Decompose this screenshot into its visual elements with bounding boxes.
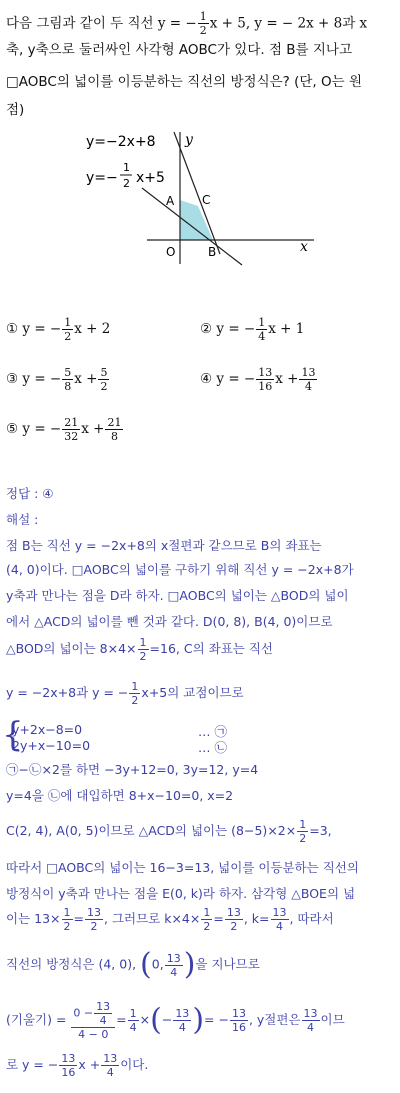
question-line-3: □AOBC의 넓이를 이등분하는 직선의 방정식은? (단, O는 원 [6,74,362,90]
solution-text: 0, [151,956,164,972]
numerator: 13 [96,1000,111,1013]
solution-line-2: (4, 0)이다. □AOBC의 넓이를 구하기 위해 직선 y = −2x+8가 [6,562,354,577]
fraction [225,906,243,933]
solution-text: 이는 13× [6,911,61,926]
solution-line-7: ㉠−㉡×2를 하면 −3y+12=0, 3y=12, y=4 [6,762,259,777]
close-paren: ) [183,947,196,982]
fraction [62,366,73,393]
choice-text: x + 1 [268,321,305,337]
solution-text: 을 지나므로 [195,956,260,972]
denominator: 4 [165,965,183,979]
numerator: 1 [64,316,72,329]
close-paren: ) [192,1002,205,1038]
solution-line-12 [6,906,334,933]
denominator: 2 [225,919,243,933]
numerator: 1 [203,906,211,919]
label-eq-mid-b: x+5 [136,170,165,186]
point-a-label: A [166,194,175,208]
numerator: 1 [129,1007,137,1020]
denominator: 2 [139,650,147,663]
system-eq-2: 2y+x−10=0 [12,738,91,753]
numerator: 21 [64,416,79,429]
fraction [230,1007,248,1034]
explanation-label: 해설 : [6,512,39,527]
answer-label: 정답 : ④ [6,486,54,501]
numerator: 1 [131,680,139,693]
x-axis-label: x [300,239,308,255]
solution-line-5 [6,636,273,663]
solution-text: × [139,1012,151,1027]
choice-text: y = − [216,371,256,387]
fraction [105,416,123,443]
solution-text: = [213,911,224,926]
solution-text: 직선의 방정식은 (4, 0), [6,956,137,972]
denominator: 2 [299,832,307,845]
compound-denominator: 4 − 0 [71,1027,115,1041]
denominator: 2 [199,24,207,37]
fraction [98,366,109,393]
fraction [128,1007,139,1034]
denominator: 16 [61,1066,76,1079]
numerator: 21 [107,416,122,429]
numerator: 13 [175,1007,190,1020]
choice-mark: ① [6,321,19,337]
solution-text: =3, [309,823,332,838]
fraction [299,366,317,393]
fraction [297,818,308,845]
fraction [271,906,289,933]
choice-text: y = − [22,421,62,437]
solution-text: (기울기) = [6,1012,67,1027]
graph-svg [82,126,322,266]
label-eq-mid-den: 2 [123,177,130,190]
compound-numerator [71,1000,115,1027]
fraction [256,316,267,343]
numerator: 1 [299,818,307,831]
choice-text: y = − [22,371,62,387]
equation-text: x + 5, [209,15,251,32]
denominator: 2 [131,694,139,707]
denominator: 4 [302,1020,320,1034]
fraction [173,1007,191,1034]
numerator: 13 [103,1052,118,1065]
solution-text: 이다. [120,1057,149,1072]
compound-fraction [71,1000,115,1041]
fraction [62,416,80,443]
solution-text: △BOD의 넓이는 8×4× [6,641,137,656]
solution-text: , y절편은 [248,1012,301,1027]
denominator: 2 [63,920,71,933]
solution-text: 로 y = − [6,1057,59,1072]
fraction [129,680,140,707]
question-line-1 [6,10,367,37]
open-paren: ( [150,1002,162,1038]
line-y-neg-half-x-plus5 [142,188,242,265]
numerator: 13 [258,366,273,379]
point-o-label: O [166,245,176,259]
system-eq-1: y+2x−8=0 [12,722,83,737]
fraction [165,952,183,979]
numerator: 1 [258,316,266,329]
denominator: 4 [173,1020,191,1034]
choice-1[interactable] [6,316,110,343]
numerator: 13 [301,366,316,379]
choice-5[interactable] [6,416,124,443]
solution-line-13 [6,947,260,982]
denominator: 4 [271,919,289,933]
question-text: 다음 그림과 같이 두 직선 [6,15,158,32]
fraction [94,1000,112,1027]
numerator: 1 [199,10,207,23]
solution-line-1: 점 B는 직선 y = −2x+8의 x절편과 같으므로 B의 좌표는 [6,538,322,553]
choice-4[interactable] [200,366,318,393]
numerator: 13 [231,1007,246,1020]
choice-text: x + [275,371,299,387]
solution-line-9 [6,818,332,845]
solution-text: = − [204,1012,229,1027]
solution-text: 0 − [73,1006,94,1020]
solution-text: , 그러므로 k×4× [104,911,201,926]
system-tag-1: … ㉠ [198,724,227,739]
system-tag-2: … ㉡ [198,740,227,755]
equation-text: y = − [157,15,197,32]
fraction [101,1052,119,1079]
denominator: 4 [299,379,317,393]
denominator: 4 [94,1013,112,1027]
numerator: 13 [166,951,181,965]
denominator: 8 [105,429,123,443]
fraction [302,1007,320,1034]
graph-figure [82,126,322,266]
choice-3[interactable] [6,366,110,393]
solution-line-15 [6,1052,148,1079]
choice-mark: ⑤ [6,421,19,437]
numerator: 5 [100,366,108,379]
choice-text: x + [81,421,105,437]
solution-line-8: y=4을 ㉡에 대입하면 8+x−10=0, x=2 [6,788,234,803]
denominator: 2 [85,919,103,933]
solution-text: x + [78,1057,101,1072]
point-c-label: C [202,193,211,207]
choice-text: x + 2 [74,321,111,337]
choice-mark: ② [200,321,213,337]
denominator: 16 [231,1021,246,1034]
fraction [85,906,103,933]
denominator: 32 [64,430,79,443]
numerator: 13 [226,906,241,919]
solution-text: C(2, 4), A(0, 5)이므로 △ACD의 넓이는 (8−5)×2× [6,823,297,838]
numerator: 5 [64,366,72,379]
denominator: 4 [258,330,266,343]
numerator: 1 [139,636,147,649]
solution-line-4: 에서 △ACD의 넓이를 뺀 것과 같다. D(0, 8), B(4, 0)이므로 [6,614,333,629]
numerator: 13 [272,906,287,919]
solution-text: − [161,1012,173,1027]
fraction [201,906,212,933]
denominator: 2 [64,330,72,343]
system-brace: { [2,715,24,755]
solution-text: , k= [243,911,270,926]
solution-text: y = −2x+8과 y = − [6,685,129,700]
denominator: 2 [203,920,211,933]
fraction [138,636,149,663]
numerator: 13 [61,1052,76,1065]
denominator: 4 [101,1065,119,1079]
solution-text: 이므 [320,1012,345,1027]
fraction [62,906,73,933]
fraction [62,316,73,343]
label-eq-top: y=−2x+8 [86,134,156,150]
point-b-label: B [208,245,217,259]
solution-text: =16, C의 좌표는 직선 [149,641,273,656]
solution-line-3: y축과 만나는 점을 D라 하자. □AOBC의 넓이는 △BOD의 넓이 [6,588,349,603]
choice-text: x + [74,371,98,387]
solution-text: , 따라서 [289,911,334,926]
equation-text: y = − 2x + 8과 x [250,15,368,32]
denominator: 8 [64,380,72,393]
fraction [59,1052,77,1079]
y-axis-label: y [185,132,193,148]
fraction [256,366,274,393]
numerator: 1 [63,906,71,919]
open-paren: ( [140,947,152,982]
numerator: 13 [87,906,101,919]
question-line-4: 점) [6,102,25,118]
solution-text: = [73,911,84,926]
denominator: 16 [258,380,273,393]
solution-line-10: 따라서 □AOBC의 넓이는 16−3=13, 넓이를 이등분하는 직선의 [6,860,359,875]
solution-line-6 [6,680,244,707]
choice-2[interactable] [200,316,304,343]
label-eq-mid-a: y=− [86,170,118,186]
choice-mark: ④ [200,371,213,387]
solution-text: x+5의 교점이므로 [141,685,244,700]
question-line-2: 축, y축으로 둘러싸인 사각형 AOBC가 있다. 점 B를 지나고 [6,42,353,58]
fraction [198,10,209,37]
solution-text: = [116,1012,127,1027]
solution-line-11: 방정식이 y축과 만나는 점을 E(0, k)라 하자. 삼각형 △BOE의 넓 [6,886,356,901]
label-eq-mid-num: 1 [123,161,130,174]
solution-line-14 [6,1000,345,1041]
denominator: 2 [100,380,108,393]
denominator: 4 [129,1021,137,1034]
choice-text: y = − [216,321,256,337]
choice-mark: ③ [6,371,19,387]
numerator: 13 [303,1007,318,1020]
choice-text: y = − [22,321,62,337]
